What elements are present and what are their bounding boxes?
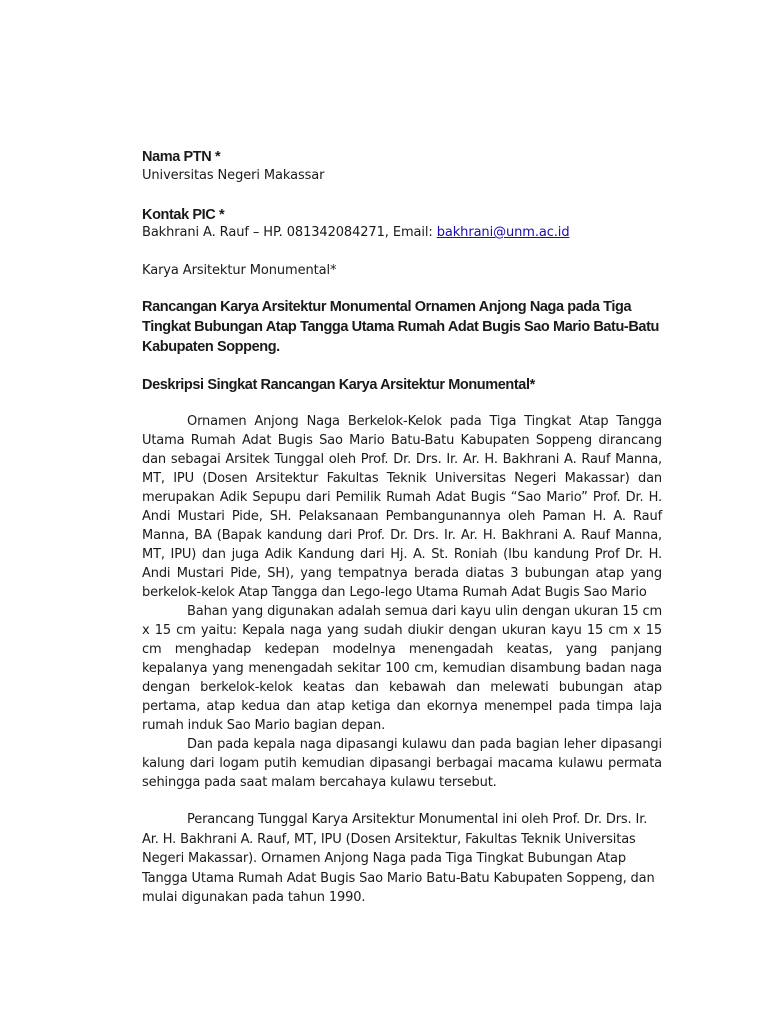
closing-text: Perancang Tunggal Karya Arsitektur Monumental ini oleh Prof. Dr. Drs. Ir. Ar. H. Bakhrani A. Rauf, MT, IPU (Dosen Arsitektur, Fakultas Teknik Universitas Negeri Makassar). Ornamen Anjong Naga pada Tiga Tingkat Bubungan Atap Tangga Utama Rumah Adat Bugis Sao Mario Batu-Batu Kabupaten Soppeng, dan mulai digunakan pada tahun 1990.: [142, 812, 655, 905]
kontak-pic-value: [142, 223, 569, 242]
description-paragraph: Ornamen Anjong Naga Berkelok-Kelok pada Tiga Tingkat Atap Tangga Utama Rumah Adat Bugis Sao Mario Batu-Batu Kabupaten Soppeng dirancang dan sebagai Arsitek Tunggal oleh Prof. Dr. Drs. Ir. Ar. H. Bakhrani A. Rauf Manna, MT, IPU (Dosen Arsitektur Fakultas Teknik Universitas Negeri Makassar) dan merupakan Adik Sepupu dari Pemilik Rumah Adat Bugis “Sao Mario” Prof. Dr. H. Andi Mustari Pide, SH. Pelaksanaan Pembangunannya oleh Paman H. A. Rauf Manna, BA (Bapak kandung dari Prof. Dr. Drs. Ir. Ar. H. Bakhrani A. Rauf Manna, MT, IPU) dan juga Adik Kandung dari Hj. A. St. Roniah (Ibu kandung Prof Dr. H. Andi Mustari Pide, SH), yang tempatnya berada diatas 3 bubungan atap yang berkelok-kelok Atap Tangga dan Lego-lego Utama Rumah Adat Bugis Sao Mario: [142, 414, 662, 600]
description-body: [142, 412, 662, 792]
closing-paragraph: [142, 810, 662, 908]
document-title: Rancangan Karya Arsitektur Monumental Ornamen Anjong Naga pada Tiga Tingkat Bubungan Atap Tangga Utama Rumah Adat Bugis Sao Mario Batu-Batu Kabupaten Soppeng.: [142, 299, 659, 355]
kontak-pic-label: Kontak PIC *: [142, 207, 225, 223]
email-link[interactable]: bakhrani@unm.ac.id: [436, 225, 570, 240]
description-paragraph: Dan pada kepala naga dipasangi kulawu dan pada bagian leher dipasangi kalung dari logam putih kemudian dipasangi berbagai macama kulawu permata sehingga pada saat malam bercahaya kulawu tersebut.: [142, 737, 662, 790]
karya-label: Karya Arsitektur Monumental*: [142, 263, 337, 278]
kontak-pic-text: Bakhrani A. Rauf – HP. 081342084271, Email:: [142, 225, 437, 240]
description-paragraph: Bahan yang digunakan adalah semua dari kayu ulin dengan ukuran 15 cm x 15 cm yaitu: Kepala naga yang sudah diukir dengan ukuran kayu 15 cm x 15 cm menghadap kedepan modelnya menengadah keatas, yang panjang kepalanya yang menengadah sekitar 100 cm, kemudian disambung badan naga dengan berkelok-kelok keatas dan kebawah dan melewati bubungan atap pertama, atap kedua dan atap ketiga dan ekornya menempel pada timpa laja rumah induk Sao Mario bagian depan.: [142, 604, 662, 733]
nama-ptn-value: Universitas Negeri Makassar: [142, 168, 325, 183]
nama-ptn-label: Nama PTN *: [142, 149, 221, 165]
description-heading: Deskripsi Singkat Rancangan Karya Arsitektur Monumental*: [142, 377, 535, 393]
